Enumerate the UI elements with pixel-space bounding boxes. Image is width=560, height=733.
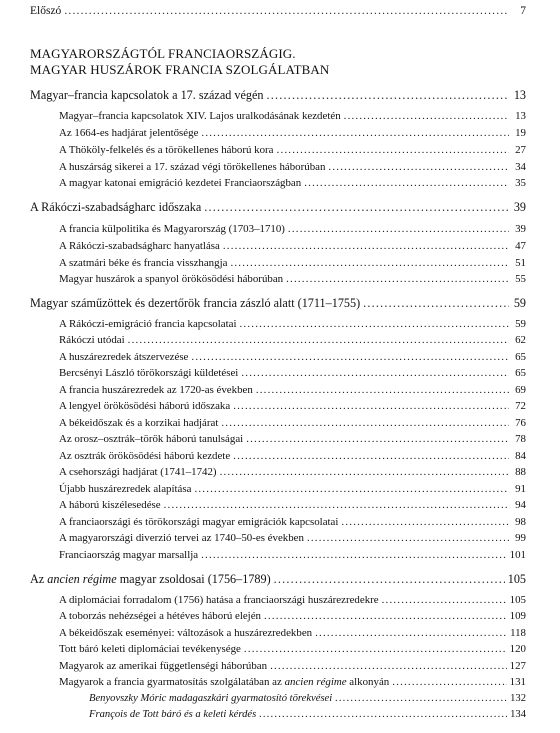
- leader-dots: [264, 610, 507, 622]
- section-page: 55: [515, 273, 526, 285]
- section-title: A szatmári béke és francia visszhangja: [59, 257, 228, 269]
- chapter-4[interactable]: [30, 572, 526, 587]
- section-page: 51: [515, 257, 526, 269]
- section-4-5[interactable]: [59, 660, 526, 672]
- leader-dots: [335, 693, 507, 704]
- leader-dots: [288, 223, 509, 235]
- leader-dots: [382, 594, 507, 606]
- leader-dots: [344, 110, 509, 122]
- section-1-1[interactable]: [59, 110, 526, 122]
- section-page: 127: [509, 660, 526, 672]
- toc-entry-title: Előszó: [30, 5, 62, 17]
- section-4-2[interactable]: [59, 610, 526, 622]
- section-page: 84: [515, 450, 526, 462]
- section-title: Bercsényi László törökországi küldetései: [59, 367, 239, 379]
- chapter-2[interactable]: [30, 200, 526, 215]
- section-page: 105: [509, 594, 526, 606]
- section-3-14[interactable]: [59, 532, 526, 544]
- section-title: A lengyel örökösödési háború időszaka: [59, 400, 231, 412]
- section-page: 47: [515, 240, 526, 252]
- chapter-1[interactable]: [30, 88, 526, 103]
- leader-dots: [201, 549, 507, 561]
- section-title: A Rákóczi-szabadságharc hanyatlása: [59, 240, 220, 252]
- section-page: 98: [515, 516, 526, 528]
- section-title: A toborzás nehézségei a hétéves háború elején: [59, 610, 261, 622]
- section-title: A huszárezredek átszervezése: [59, 351, 189, 363]
- section-3-3[interactable]: [59, 351, 526, 363]
- section-title: A diplomáciai forradalom (1756) hatása a franciaországi huszárezredekre: [59, 594, 379, 606]
- leader-dots: [64, 5, 509, 17]
- section-page: 88: [515, 466, 526, 478]
- section-1-5[interactable]: [59, 177, 526, 189]
- section-title: A Thököly-felkelés és a törökellenes háború kora: [59, 144, 274, 156]
- section-3-12[interactable]: [59, 499, 526, 511]
- section-page: 99: [515, 532, 526, 544]
- section-title: A franciaországi és törökországi magyar emigrációk kapcsolatai: [59, 516, 339, 528]
- section-page: 72: [515, 400, 526, 412]
- section-page: 101: [509, 549, 526, 561]
- section-page: 27: [515, 144, 526, 156]
- section-3-6[interactable]: [59, 400, 526, 412]
- section-title: Magyarok a francia gyarmatosítás szolgálatában az ancien régime alkonyán: [59, 676, 390, 688]
- section-page: 131: [509, 676, 526, 688]
- section-title: A huszárság sikerei a 17. század végi törökellenes háborúban: [59, 161, 326, 173]
- section-title: A magyarországi diverzió tervei az 1740–50-es években: [59, 532, 304, 544]
- leader-dots: [307, 532, 509, 544]
- section-3-9[interactable]: [59, 450, 526, 462]
- chapter-page: 39: [513, 200, 526, 214]
- leader-dots: [259, 709, 507, 720]
- section-page: 59: [515, 318, 526, 330]
- section-2-4[interactable]: [59, 273, 526, 285]
- section-3-13[interactable]: [59, 516, 526, 528]
- part-title-line1: MAGYARORSZÁGTÓL FRANCIAORSZÁGIG.: [30, 46, 296, 61]
- section-3-7[interactable]: [59, 417, 526, 429]
- section-4-3[interactable]: [59, 627, 526, 639]
- leader-dots: [164, 499, 509, 511]
- chapter-title: Magyar–francia kapcsolatok a 17. század végén: [30, 88, 264, 102]
- section-title: Rákóczi utódai: [59, 334, 125, 346]
- section-page: 91: [515, 483, 526, 495]
- leader-dots: [244, 643, 507, 655]
- section-2-3[interactable]: [59, 257, 526, 269]
- leader-dots: [194, 483, 509, 495]
- section-page: 120: [509, 643, 526, 655]
- leader-dots: [220, 466, 509, 478]
- leader-dots: [392, 676, 506, 688]
- section-title: A Rákóczi-emigráció francia kapcsolatai: [59, 318, 237, 330]
- leader-dots: [315, 627, 507, 639]
- section-3-2[interactable]: [59, 334, 526, 346]
- section-1-2[interactable]: [59, 127, 526, 139]
- chapter-page: 59: [513, 296, 526, 310]
- section-title: Franciaország magyar marsallja: [59, 549, 199, 561]
- subsection-title: François de Tott báró és a keleti kérdés: [89, 709, 257, 720]
- section-page: 62: [515, 334, 526, 346]
- leader-dots: [240, 318, 510, 330]
- section-title: A francia huszárezredek az 1720-as években: [59, 384, 253, 396]
- section-page: 65: [515, 351, 526, 363]
- section-title: Magyar huszárok a spanyol örökösödési háborúban: [59, 273, 284, 285]
- subsection-4-6-1[interactable]: [89, 693, 526, 704]
- section-title: Az 1664-es hadjárat jelentősége: [59, 127, 199, 139]
- leader-dots: [286, 273, 509, 285]
- section-title: A háború kiszélesedése: [59, 499, 161, 511]
- chapter-title: Magyar száműzöttek és dezertőrök francia zászló alatt (1711–1755): [30, 296, 361, 310]
- section-page: 13: [515, 110, 526, 122]
- section-4-6[interactable]: [59, 676, 526, 688]
- chapter-3[interactable]: [30, 296, 526, 311]
- leader-dots: [201, 127, 509, 139]
- leader-dots: [341, 516, 509, 528]
- leader-dots: [267, 88, 510, 103]
- section-page: 69: [515, 384, 526, 396]
- section-title: A csehországi hadjárat (1741–1742): [59, 466, 217, 478]
- leader-dots: [230, 257, 509, 269]
- subsection-page: 132: [510, 693, 526, 704]
- section-title: Magyar–francia kapcsolatok XIV. Lajos uralkodásának kezdetén: [59, 110, 341, 122]
- chapter-title: A Rákóczi-szabadságharc időszaka: [30, 200, 202, 214]
- leader-dots: [277, 144, 509, 156]
- leader-dots: [221, 417, 509, 429]
- section-4-4[interactable]: [59, 643, 526, 655]
- leader-dots: [204, 200, 509, 215]
- section-page: 94: [515, 499, 526, 511]
- section-3-8[interactable]: [59, 433, 526, 445]
- section-3-11[interactable]: [59, 483, 526, 495]
- section-1-3[interactable]: [59, 144, 526, 156]
- toc-entry-page: 7: [520, 5, 526, 17]
- section-page: 76: [515, 417, 526, 429]
- section-title: Az osztrák örökösödési háború kezdete: [59, 450, 231, 462]
- section-title: A magyar katonai emigráció kezdetei Franciaországban: [59, 177, 302, 189]
- leader-dots: [304, 177, 509, 189]
- leader-dots: [328, 161, 509, 173]
- section-page: 19: [515, 127, 526, 139]
- leader-dots: [191, 351, 509, 363]
- chapter-page: 105: [507, 572, 526, 586]
- section-title: Tott báró keleti diplomáciai tevékenysége: [59, 643, 241, 655]
- section-page: 118: [510, 627, 526, 639]
- leader-dots: [256, 384, 509, 396]
- section-4-1[interactable]: [59, 594, 526, 606]
- section-3-5[interactable]: [59, 384, 526, 396]
- leader-dots: [241, 367, 509, 379]
- section-title: A békeidőszak és a korzikai hadjárat: [59, 417, 219, 429]
- part-title-line2: MAGYAR HUSZÁROK FRANCIA SZOLGÁLATBAN: [30, 62, 330, 77]
- section-page: 78: [515, 433, 526, 445]
- subsection-page: 134: [510, 709, 526, 720]
- section-2-1[interactable]: [59, 223, 526, 235]
- leader-dots: [223, 240, 509, 252]
- section-title: Magyarok az amerikai függetlenségi háborúban: [59, 660, 268, 672]
- leader-dots: [233, 450, 509, 462]
- leader-dots: [270, 660, 507, 672]
- subsection-4-6-2[interactable]: [89, 709, 526, 720]
- section-page: 39: [515, 223, 526, 235]
- section-3-15[interactable]: [59, 549, 526, 561]
- leader-dots: [128, 334, 509, 346]
- leader-dots: [274, 572, 505, 587]
- section-title: A békeidőszak eseményei: változások a huszárezredekben: [59, 627, 313, 639]
- section-2-2[interactable]: [59, 240, 526, 252]
- section-title: Az orosz–osztrák–török háború tanulságai: [59, 433, 244, 445]
- section-title: A francia külpolitika és Magyarország (1703–1710): [59, 223, 285, 235]
- chapter-title: Az ancien régime magyar zsoldosai (1756–1789): [30, 572, 271, 586]
- leader-dots: [246, 433, 509, 445]
- section-page: 35: [515, 177, 526, 189]
- section-1-4[interactable]: [59, 161, 526, 173]
- leader-dots: [363, 296, 509, 311]
- section-3-4[interactable]: [59, 367, 526, 379]
- toc-entry-preface[interactable]: [30, 5, 526, 17]
- leader-dots: [233, 400, 509, 412]
- section-title: Újabb huszárezredek alapítása: [59, 483, 192, 495]
- section-page: 65: [515, 367, 526, 379]
- chapter-page: 13: [513, 88, 526, 102]
- section-3-10[interactable]: [59, 466, 526, 478]
- section-page: 109: [509, 610, 526, 622]
- section-page: 34: [515, 161, 526, 173]
- subsection-title: Benyovszky Móric madagaszkári gyarmatosító törekvései: [89, 693, 333, 704]
- section-3-1[interactable]: [59, 318, 526, 330]
